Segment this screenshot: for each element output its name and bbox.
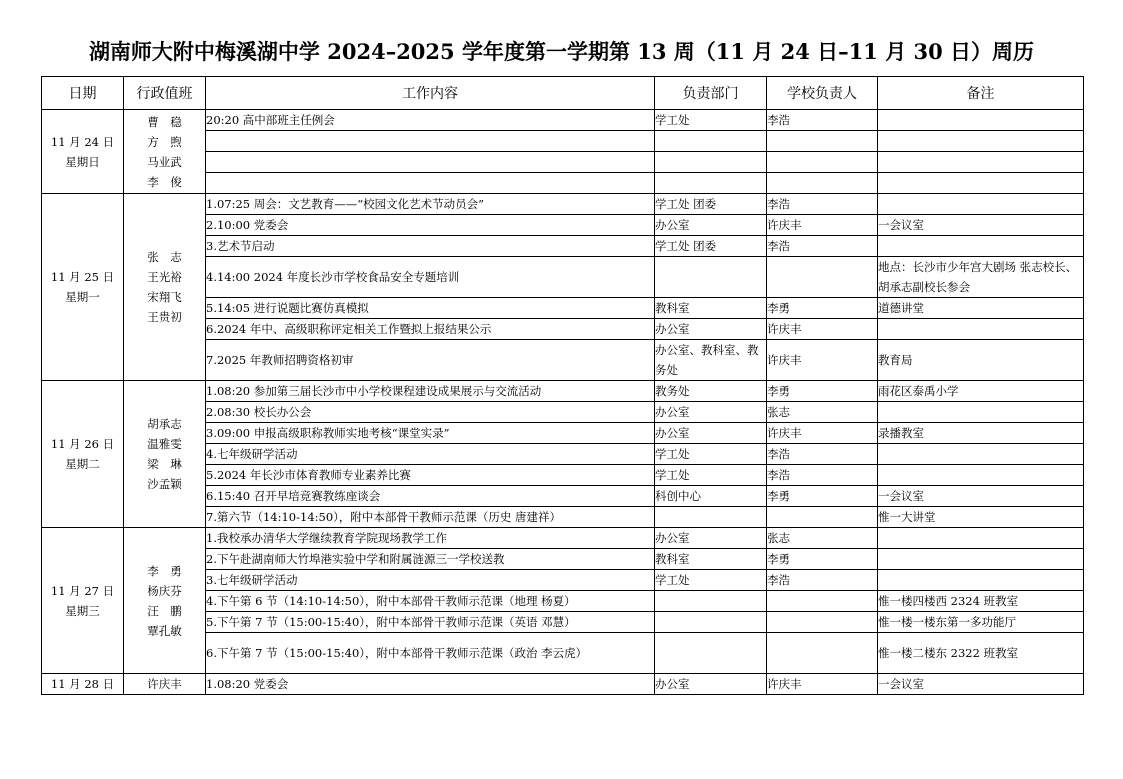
table-row: [42, 194, 1084, 215]
duty-cell: [124, 110, 206, 194]
dept-cell: 办公室: [655, 215, 767, 236]
date-cell: [42, 528, 124, 674]
note-cell: [878, 319, 1084, 340]
header-dept: 负责部门: [655, 77, 767, 110]
duty-person: 张 志: [147, 250, 182, 264]
content-cell: 20:20 高中部班主任例会: [206, 110, 655, 131]
note-cell: 惟一楼二楼东 2322 班教室: [878, 633, 1084, 674]
date-text: 11 月 27 日: [50, 583, 115, 598]
date-text: 11 月 24 日: [50, 134, 115, 149]
content-cell: 5.下午第 7 节（15:00-15:40），附中本部骨干教师示范课（英语 邓慧）: [206, 612, 655, 633]
lead-cell: 李浩: [767, 465, 878, 486]
page-title: 湖南师大附中梅溪湖中学 2024–2025 学年度第一学期第 13 周（11 月 24 日–11 月 30 日）周历: [88, 39, 1035, 64]
header-date: 日期: [42, 77, 124, 110]
dept-cell: [655, 591, 767, 612]
header-note: 备注: [878, 77, 1084, 110]
lead-cell: [767, 633, 878, 674]
weekday-text: 星期一: [65, 290, 100, 304]
content-cell: [206, 173, 655, 194]
lead-cell: 李勇: [767, 381, 878, 402]
lead-cell: 李勇: [767, 549, 878, 570]
duty-person: 杨庆芬: [147, 583, 182, 598]
note-cell: 惟一楼四楼西 2324 班教室: [878, 591, 1084, 612]
lead-cell: 李浩: [767, 236, 878, 257]
duty-person: 梁 琳: [147, 457, 182, 471]
lead-cell: 许庆丰: [767, 319, 878, 340]
duty-cell: [124, 528, 206, 674]
content-cell: 5.2024 年长沙市体育教师专业素养比赛: [206, 465, 655, 486]
dept-cell: 学工处 团委: [655, 194, 767, 215]
lead-cell: [767, 507, 878, 528]
note-cell: [878, 110, 1084, 131]
content-cell: 3.七年级研学活动: [206, 570, 655, 591]
date-cell: [42, 381, 124, 528]
note-cell: [878, 194, 1084, 215]
dept-cell: 办公室、教科室、教务处: [655, 340, 767, 381]
content-cell: 1.08:20 参加第三届长沙市中小学校课程建设成果展示与交流活动: [206, 381, 655, 402]
note-cell: 惟一楼一楼东第一多功能厅: [878, 612, 1084, 633]
lead-cell: 李浩: [767, 110, 878, 131]
date-text: 11 月 28 日: [50, 677, 115, 691]
duty-cell: [124, 194, 206, 381]
duty-person: 许庆丰: [147, 677, 182, 691]
lead-cell: 李勇: [767, 486, 878, 507]
duty-person: 李 俊: [147, 174, 182, 189]
dept-cell: [655, 173, 767, 194]
note-cell: 雨花区泰禹小学: [878, 381, 1084, 402]
dept-cell: [655, 257, 767, 298]
note-cell: 录播教室: [878, 423, 1084, 444]
weekly-calendar-table: [41, 76, 1084, 695]
dept-cell: 学工处: [655, 110, 767, 131]
dept-cell: 教务处: [655, 381, 767, 402]
lead-cell: 李浩: [767, 570, 878, 591]
note-cell: [878, 173, 1084, 194]
weekday-text: 星期三: [65, 603, 100, 618]
dept-cell: [655, 633, 767, 674]
content-cell: 6.下午第 7 节（15:00-15:40），附中本部骨干教师示范课（政治 李云虎）: [206, 633, 655, 674]
lead-cell: [767, 152, 878, 173]
content-cell: 7.2025 年教师招聘资格初审: [206, 340, 655, 381]
duty-person: 宋翔飞: [147, 290, 182, 304]
lead-cell: 李浩: [767, 194, 878, 215]
dept-cell: 学工处: [655, 444, 767, 465]
lead-cell: 许庆丰: [767, 340, 878, 381]
content-cell: 1.我校承办清华大学继续教育学院现场教学工作: [206, 528, 655, 549]
lead-cell: [767, 257, 878, 298]
dept-cell: 办公室: [655, 528, 767, 549]
note-cell: [878, 570, 1084, 591]
duty-person: 马业武: [147, 154, 182, 169]
content-cell: [206, 131, 655, 152]
duty-person: 覃孔敏: [147, 623, 182, 638]
table-row: [42, 381, 1084, 402]
header-duty: 行政值班: [124, 77, 206, 110]
weekday-text: 星期二: [65, 457, 100, 471]
dept-cell: 教科室: [655, 549, 767, 570]
note-cell: 一会议室: [878, 486, 1084, 507]
lead-cell: 许庆丰: [767, 423, 878, 444]
note-cell: [878, 465, 1084, 486]
dept-cell: 学工处: [655, 465, 767, 486]
lead-cell: [767, 173, 878, 194]
duty-person: 温雅雯: [147, 437, 182, 451]
lead-cell: 许庆丰: [767, 215, 878, 236]
content-cell: 5.14:05 进行说题比赛仿真模拟: [206, 298, 655, 319]
note-cell: [878, 131, 1084, 152]
dept-cell: [655, 507, 767, 528]
dept-cell: 办公室: [655, 423, 767, 444]
lead-cell: 李勇: [767, 298, 878, 319]
duty-person: 王光裕: [147, 270, 182, 284]
duty-cell: [124, 674, 206, 695]
table-row: [42, 528, 1084, 549]
content-cell: 2.10:00 党委会: [206, 215, 655, 236]
note-cell: 教育局: [878, 340, 1084, 381]
note-cell: 惟一大讲堂: [878, 507, 1084, 528]
content-cell: 1.08:20 党委会: [206, 674, 655, 695]
duty-person: 胡承志: [147, 417, 182, 431]
date-text: 11 月 25 日: [50, 270, 115, 284]
table-row: [42, 110, 1084, 131]
dept-cell: [655, 152, 767, 173]
date-cell: [42, 194, 124, 381]
header-content: 工作内容: [206, 77, 655, 110]
content-cell: 1.07:25 周会：文艺教育——“校园文化艺术节动员会”: [206, 194, 655, 215]
date-cell: [42, 674, 124, 695]
duty-person: 李 勇: [147, 563, 182, 578]
content-cell: 3.艺术节启动: [206, 236, 655, 257]
dept-cell: 学工处: [655, 570, 767, 591]
duty-person: 方 煦: [147, 134, 182, 149]
note-cell: 一会议室: [878, 674, 1084, 695]
note-cell: 地点：长沙市少年宫大剧场 张志校长、胡承志副校长参会: [878, 257, 1084, 298]
dept-cell: [655, 612, 767, 633]
weekday-text: 星期日: [65, 154, 100, 169]
dept-cell: 办公室: [655, 674, 767, 695]
content-cell: 2.08:30 校长办公会: [206, 402, 655, 423]
duty-cell: [124, 381, 206, 528]
content-cell: 6.15:40 召开早培竞赛教练座谈会: [206, 486, 655, 507]
note-cell: [878, 528, 1084, 549]
duty-person: 王贵初: [147, 310, 182, 324]
lead-cell: 张志: [767, 528, 878, 549]
dept-cell: [655, 131, 767, 152]
lead-cell: [767, 591, 878, 612]
note-cell: 一会议室: [878, 215, 1084, 236]
dept-cell: 科创中心: [655, 486, 767, 507]
content-cell: 3.09:00 申报高级职称教师实地考核“课堂实录”: [206, 423, 655, 444]
note-cell: [878, 549, 1084, 570]
duty-person: 曹 稳: [147, 114, 182, 129]
content-cell: 2.下午赴湖南师大竹埠港实验中学和附属涟源三一学校送教: [206, 549, 655, 570]
table-row: [42, 674, 1084, 695]
date-cell: [42, 110, 124, 194]
note-cell: [878, 152, 1084, 173]
date-text: 11 月 26 日: [50, 437, 115, 451]
note-cell: 道德讲堂: [878, 298, 1084, 319]
dept-cell: 办公室: [655, 319, 767, 340]
dept-cell: 办公室: [655, 402, 767, 423]
dept-cell: 教科室: [655, 298, 767, 319]
content-cell: 6.2024 年中、高级职称评定相关工作暨拟上报结果公示: [206, 319, 655, 340]
header-lead: 学校负责人: [767, 77, 878, 110]
dept-cell: 学工处 团委: [655, 236, 767, 257]
content-cell: 4.14:00 2024 年度长沙市学校食品安全专题培训: [206, 257, 655, 298]
note-cell: [878, 236, 1084, 257]
lead-cell: 李浩: [767, 444, 878, 465]
content-cell: [206, 152, 655, 173]
duty-person: 汪 鹏: [147, 603, 182, 618]
note-cell: [878, 402, 1084, 423]
duty-person: 沙孟颖: [147, 477, 182, 491]
lead-cell: [767, 131, 878, 152]
lead-cell: 许庆丰: [767, 674, 878, 695]
lead-cell: [767, 612, 878, 633]
content-cell: 4.七年级研学活动: [206, 444, 655, 465]
content-cell: 4.下午第 6 节（14:10-14:50），附中本部骨干教师示范课（地理 杨夏）: [206, 591, 655, 612]
lead-cell: 张志: [767, 402, 878, 423]
note-cell: [878, 444, 1084, 465]
header-row: [42, 77, 1084, 110]
content-cell: 7.第六节（14:10-14:50），附中本部骨干教师示范课（历史 唐建祥）: [206, 507, 655, 528]
